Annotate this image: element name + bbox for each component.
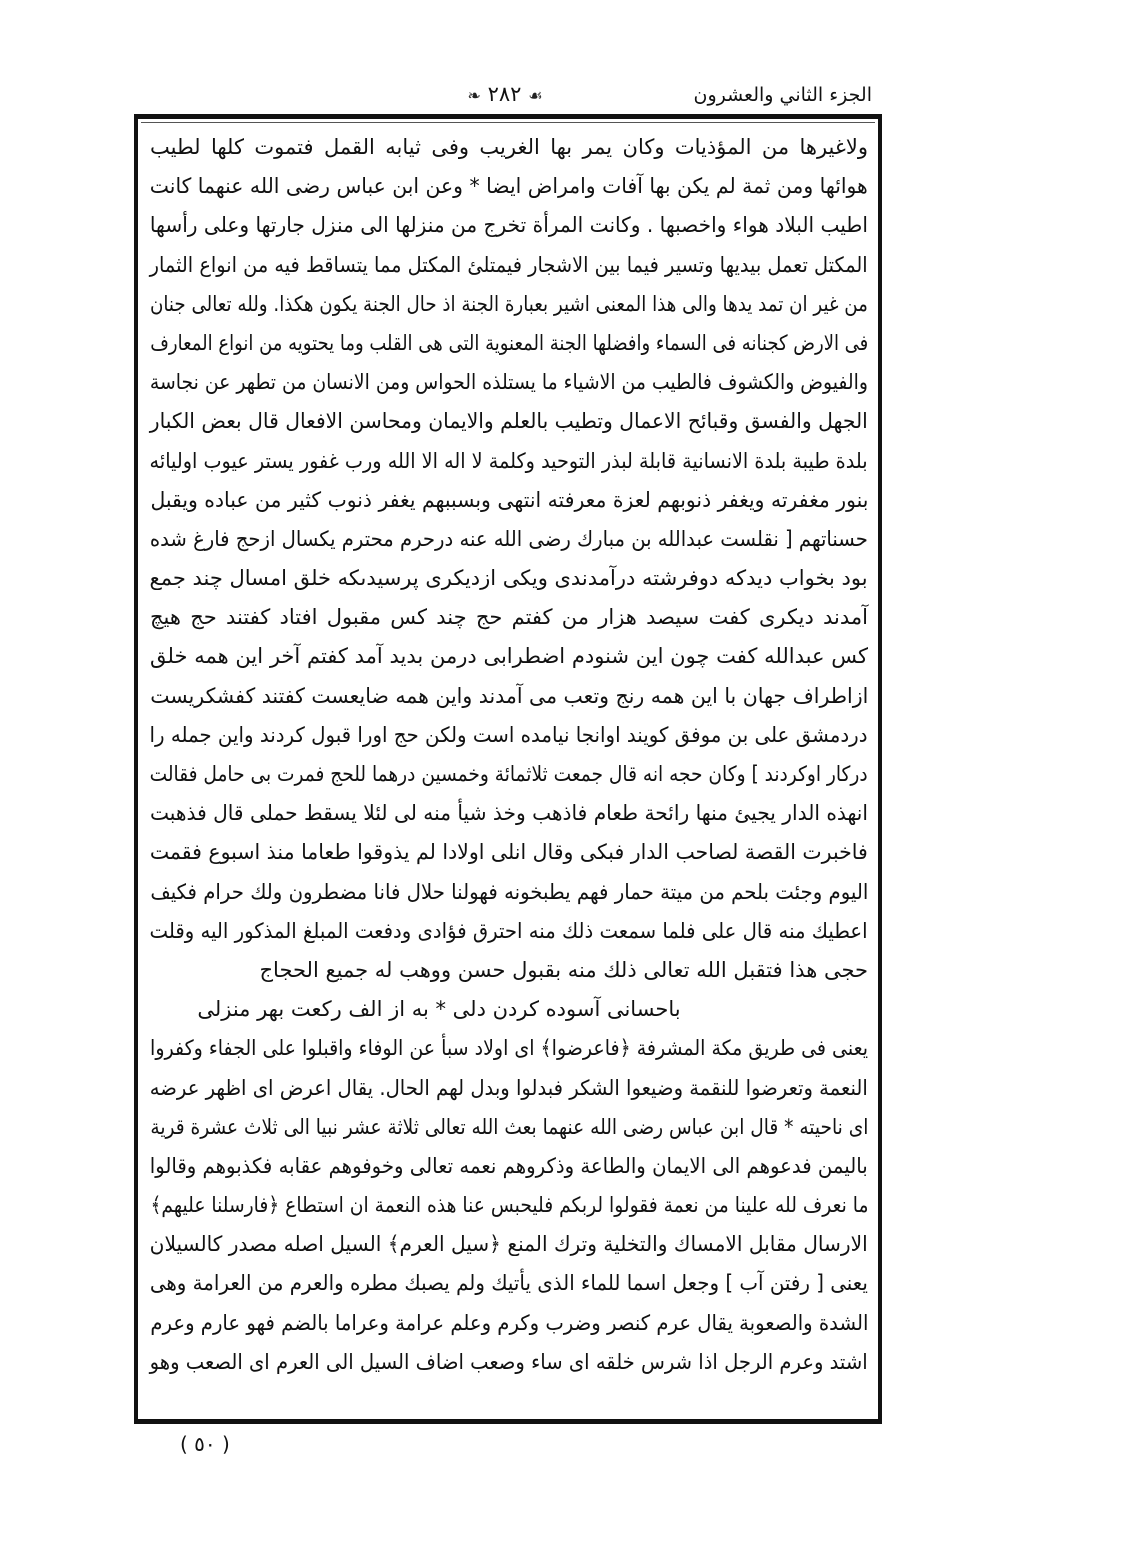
text-line-content: دردمشق على بن موفق كويند اوانجا نيامده است ولكن حج اورا قبول كردند واين جمله را (150, 722, 868, 747)
text-line (150, 1108, 868, 1147)
text-line-content: يعنى [ رفتن آب ] وجعل اسما للماء الذى يأتيك ولم يصبك مطره والعرم من العرامة وهى (150, 1271, 868, 1296)
text-line (150, 873, 868, 912)
text-line-content: بنور مغفرته ويغفر ذنوبهم لعزة معرفته انتهى وبسببهم يغفر ذنوب كثير من عباده ويقبل (150, 487, 868, 512)
text-line (150, 1069, 868, 1108)
text-line-content: والفيوض والكشوف فالطيب من الاشياء ما يستلذه الحواس ومن الانسان من تطهر عن نجاسة (150, 370, 868, 395)
text-line (150, 755, 868, 794)
text-line (150, 1225, 868, 1264)
text-line (150, 520, 868, 559)
text-line-content: اشتد وعرم الرجل اذا شرس خلقه اى ساء وصعب اضاف السيل الى العرم اى الصعب وهو (150, 1349, 868, 1374)
text-line (150, 1186, 868, 1225)
text-line (150, 206, 868, 245)
text-line-content: اى ناحيته * قال ابن عباس رضى الله عنهما بعث الله تعالى ثلاثة عشر نبيا الى ثلاث عشرة قرية (150, 1114, 868, 1139)
text-line-content: ولاغيرها من المؤذيات وكان يمر بها الغريب وفى ثيابه القمل فتموت كلها لطيب (150, 135, 868, 159)
text-line-content: من غير ان تمد يدها والى هذا المعنى اشير بعبارة الجنة اذ حال الجنة يكون هكذا. ولله تعالى جنان (150, 291, 868, 316)
text-line-content: ازاطراف جهان با اين همه رنج وتعب مى آمدند واين همه ضايعست كفتند كفشكريست (150, 683, 868, 708)
text-line-content: ما نعرف لله علينا من نعمة فقولوا لربكم فليحبس عنا هذه النعمة ان استطاع ﴿فارسلنا عليهم﴾ (150, 1193, 868, 1218)
text-line (150, 912, 868, 951)
text-line-content: بود بخواب ديدكه دوفرشته درآمدندى ويكى ازديكرى پرسيدىكه خلق امسال چند جمع (150, 566, 868, 591)
text-line (150, 1147, 868, 1186)
text-line (150, 794, 868, 833)
text-line (150, 716, 868, 755)
text-line (150, 246, 868, 285)
text-line (150, 1029, 868, 1068)
running-header-part-title: الجزء الثاني والعشرون (693, 84, 872, 106)
text-line-content: النعمة وتعرضوا للنقمة وضيعوا الشكر فبدلوا وبدل لهم الحال. يقال اعرض اى اظهر عرضه (150, 1075, 868, 1100)
text-line-content: بلدة طيبة بلدة الانسانية قابلة لبذر التوحيد وكلمة لا اله الا الله ورب غفور يستر عيوب اوليائه (150, 448, 868, 473)
text-line (150, 285, 868, 324)
ornament-icon: ☙ (528, 86, 543, 105)
text-line (150, 167, 868, 206)
signature-mark: ( ٥٠ ) (180, 1432, 230, 1456)
text-line-content: اعطيك منه قال على فلما سمعت ذلك منه احترق فؤادى ودفعت المبلغ المذكور اليه وقلت (150, 918, 868, 943)
text-line (150, 951, 868, 990)
text-line-content: يعنى فى طريق مكة المشرفة ﴿فاعرضوا﴾ اى اولاد سبأ عن الوفاء واقبلوا على الجفاء وكفروا (150, 1036, 868, 1061)
ornament-icon: ❧ (467, 86, 481, 105)
text-line-content: حسناتهم [ نقلست عبدالله بن مبارك رضى الله عنه درحرم محترم يكسال ازحج فارغ شده (150, 526, 868, 551)
text-line-content: الجهل والفسق وقبائح الاعمال وتطيب بالعلم والايمان ومحاسن الافعال قال بعض الكبار (150, 409, 868, 434)
text-line (150, 402, 868, 441)
text-line (150, 324, 868, 363)
page-number-value: ٢٨٢ (487, 82, 522, 106)
text-line (150, 677, 868, 716)
text-line-content: كس عبدالله كفت چون اين شنودم اضطرابى درمن بديد آمد كفتم آخر اين همه خلق (150, 644, 868, 669)
text-line (150, 833, 868, 872)
text-line-content: هوائها ومن ثمة لم يكن بها آفات وامراض ايضا * وعن ابن عباس رضى الله عنهما كانت (150, 174, 868, 199)
text-line (150, 1343, 868, 1382)
text-line (150, 442, 868, 481)
text-line-content: الشدة والصعوبة يقال عرم كنصر وضرب وكرم وعلم عرامة وعراما بالضم فهو عارم وعرم (150, 1310, 868, 1335)
text-line-content: انهذه الدار يجيئ منها رائحة طعام فاذهب وخذ شيأ منه لى لئلا يسقط حملى قال فذهبت (150, 801, 868, 826)
text-line-content: دركار اوكردند ] وكان حجه انه قال جمعت ثلاثمائة وخمسين درهما للحج فمرت بى حامل فقالت (150, 762, 868, 786)
text-line (150, 128, 868, 167)
verse-line (150, 990, 868, 1029)
text-line-content: باحسانى آسوده كردن دلى * به از الف ركعت بهر منزلى (197, 997, 681, 1022)
text-line (150, 363, 868, 402)
text-line-content: حجى هذا فتقبل الله تعالى ذلك منه بقبول حسن ووهب له جميع الحجاج (259, 957, 868, 982)
text-line (150, 559, 868, 598)
text-line-content: الارسال مقابل الامساك والتخلية وترك المنع ﴿سيل العرم﴾ السيل اصله مصدر كالسيلان (150, 1232, 868, 1257)
text-line-content: اليوم وجئت بلحم من ميتة حمار فهم يطبخونه فهولنا حلال فانا مضطرون ولك حرام فكيف (150, 879, 868, 904)
text-line-content: المكتل تعمل بيديها وتسير فيما بين الاشجار فيمتلئ المكتل مما يتساقط فيه من انواع الثمار (150, 252, 868, 277)
text-line (150, 637, 868, 676)
text-line (150, 1264, 868, 1303)
text-line (150, 481, 868, 520)
text-line-content: اطيب البلاد هواء واخصبها . وكانت المرأة تخرج من منزلها الى منزل جارتها وعلى رأسها (150, 213, 868, 238)
text-line-content: باليمن فدعوهم الى الايمان والطاعة وذكروهم نعمه تعالى وخوفوهم عقابه فكذبوهم وقالوا (150, 1153, 868, 1178)
text-line-content: فى الارض كجنانه فى السماء وافضلها الجنة المعنوية التى هى القلب وما يحتويه من انواع المعارف (150, 330, 868, 355)
text-line (150, 1304, 868, 1343)
body-text (150, 128, 868, 1382)
text-line-content: فاخبرت القصة لصاحب الدار فبكى وقال انلى اولادا لم يذوقوا طعاما منذ اسبوع فقمت (150, 840, 868, 865)
text-line-content: آمدند ديكرى كفت سيصد هزار من كفتم حج چند كس مقبول افتاد كفتند حج هيچ (150, 605, 868, 630)
text-line (150, 598, 868, 637)
page-number (440, 82, 570, 106)
